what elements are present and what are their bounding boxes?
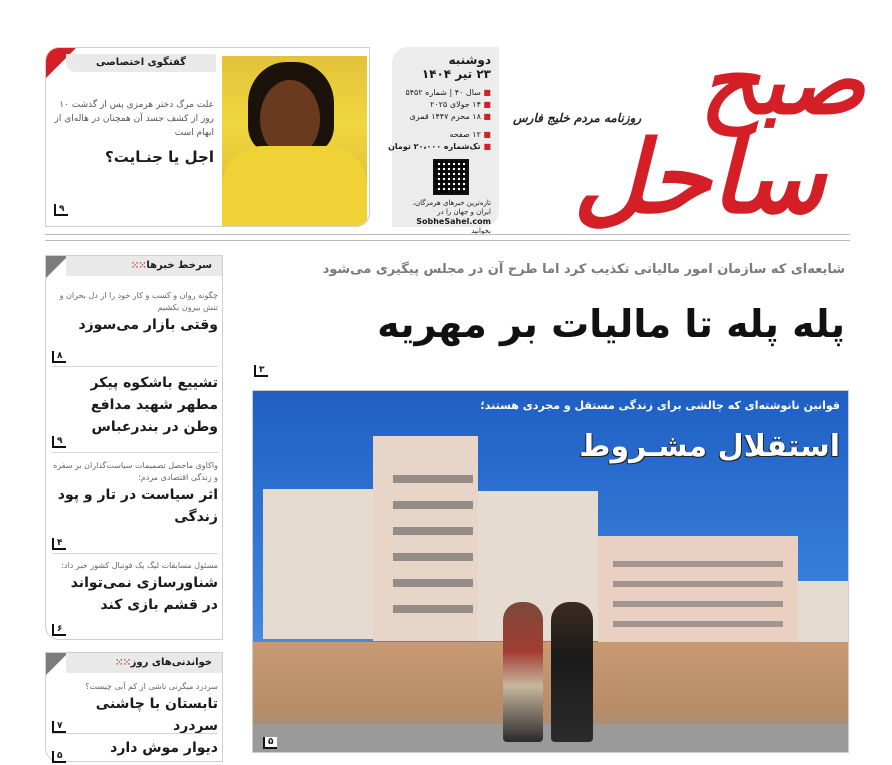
main-headline[interactable]: پله پله تا مالیات بر مهریه — [377, 302, 845, 346]
photo-kicker: قوانین نانوشته‌ای که چالشی برای زندگی مستقل و مجردی هستند؛ — [480, 399, 840, 412]
page-ref: ۷ — [52, 721, 66, 733]
page-ref: ۸ — [52, 351, 66, 363]
sidebar-headlines — [45, 255, 223, 640]
issue-price: ■ تک‌شماره ۲۰،۰۰۰ تومان — [388, 142, 491, 151]
issue-pages: ■ ۱۲ صفحه — [449, 130, 491, 139]
masthead-logo — [505, 27, 865, 245]
issue-date: ۲۳ تیر ۱۴۰۴ — [421, 67, 491, 81]
corner-accent-icon — [46, 653, 68, 675]
page-ref: ۹ — [54, 204, 68, 216]
interview-header: گفتگوی اختصاصی — [66, 54, 216, 72]
photo-title[interactable]: استقلال مشـروط — [579, 429, 840, 464]
site-promo: تازه‌ترین خبرهای هرمزگان، ایران و جهان را در SobheSahel.com بخوانید — [412, 199, 491, 235]
page-ref: ۵ — [52, 751, 66, 763]
photo-person — [551, 602, 593, 742]
sidebar-item[interactable]: مسئول مسابقات لیگ یک فوتبال کشور خبر داد: شناورسازی نمی‌تواند در قشم بازی کند — [61, 561, 218, 613]
sidebar-item[interactable]: واکاوی ماحصل تصمیمات سیاست‌گذاران بر سفره و زندگی اقتصادی مردم؛ اثر سیاست در تار و پود زندگی — [53, 461, 218, 525]
issue-day: دوشنبه — [448, 53, 491, 67]
page-ref: ۶ — [52, 624, 66, 636]
sidebar-item[interactable]: تشییع باشکوه پیکر مطهر شهید مدافع وطن در بندرعباس — [90, 375, 218, 435]
building — [798, 581, 849, 651]
sidebar2-item[interactable]: دیوار موش دارد — [110, 740, 218, 756]
interview-photo — [222, 56, 367, 226]
issue-info-line: ■ ۱۴ جولای ۲۰۲۵ — [430, 100, 491, 109]
main-kicker: شایعه‌ای که سازمان امور مالیاتی تکذیب کرد اما طرح آن در مجلس پیگیری می‌شود — [322, 262, 845, 277]
site-url[interactable]: SobheSahel.com — [416, 217, 491, 226]
sidebar-daily-reads — [45, 652, 223, 762]
masthead-divider — [45, 234, 850, 241]
corner-accent-icon — [46, 256, 68, 278]
sidebar2-item[interactable]: سردرد میگرنی ناشی از کم آبی چیست؟ تابستان با چاشنی سردرد — [85, 682, 218, 734]
interview-summary: علت مرگ دختر هرمزی پس از گذشت ۱۰ روز از کشف جسد آن همچنان در هاله‌ای از ابهام است — [54, 100, 214, 138]
dots-icon: ⁙⁙ — [131, 261, 147, 271]
page-ref: ۹ — [52, 436, 66, 448]
main-page-ref: ۳ — [254, 365, 268, 377]
photo-person — [503, 602, 543, 742]
building — [263, 489, 383, 639]
sidebar2-header: خواندنی‌های روز⁙⁙ — [66, 653, 222, 673]
logo-tagline: روزنامه مردم خلیج فارس — [513, 111, 642, 125]
qr-code-icon[interactable] — [433, 159, 469, 195]
issue-info-box — [388, 47, 499, 235]
sidebar-item[interactable]: چگونه روان و کسب و کار خود را از دل بحران و تنش بیرون بکشیم وقتی بازار می‌سوزد — [59, 291, 218, 333]
photo-page-ref: ۵ — [263, 737, 277, 749]
issue-info-line: ■ ۱۸ محرم ۱۴۴۷ قمری — [409, 112, 491, 121]
photo-story[interactable] — [252, 390, 849, 753]
logo-word-2: ساحل — [573, 118, 825, 236]
issue-info-line: ■ سال ۴۰ | شماره ۵۴۵۲ — [405, 88, 491, 97]
interview-box[interactable] — [45, 47, 370, 227]
interview-title[interactable]: اجل یا جنـایت؟ — [105, 148, 214, 166]
page-ref: ۴ — [52, 538, 66, 550]
logo-word-1: صبح — [699, 27, 865, 135]
sidebar-header: سرخط خبرها⁙⁙ — [66, 256, 222, 276]
dots-icon: ⁙⁙ — [115, 658, 131, 668]
